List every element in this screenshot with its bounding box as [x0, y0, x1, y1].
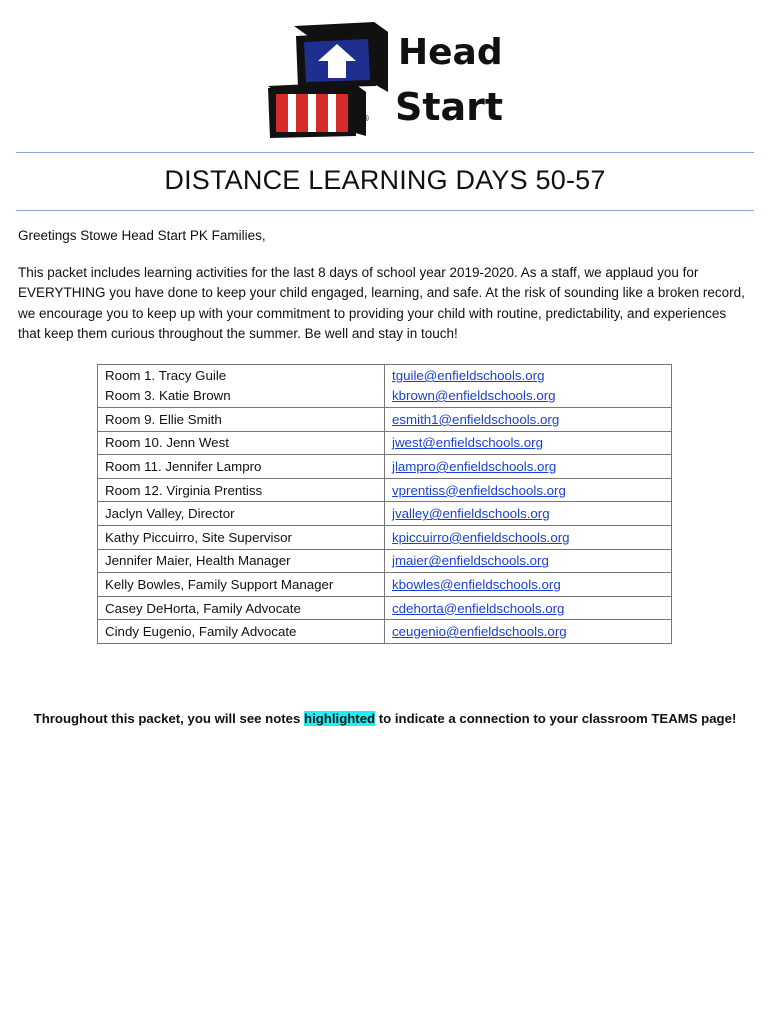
contact-name-cell	[98, 620, 385, 644]
table-row	[98, 455, 672, 479]
table-row	[98, 431, 672, 455]
email-link[interactable]: tguile@enfieldschools.org	[392, 368, 545, 383]
contact-email-cell	[385, 573, 672, 597]
email-link[interactable]: kbowles@enfieldschools.org	[392, 576, 561, 592]
contact-email-cell	[385, 455, 672, 479]
contact-email-cell	[385, 365, 672, 408]
contact-name: Room 11. Jennifer Lampro	[105, 458, 262, 474]
title-rule-bottom	[16, 210, 754, 211]
contact-name: Cindy Eugenio, Family Advocate	[105, 624, 297, 640]
contact-email-cell	[385, 431, 672, 455]
email-link[interactable]: jvalley@enfieldschools.org	[392, 506, 550, 522]
table-row	[98, 620, 672, 644]
note-text-after: to indicate a connection to your classroom TEAMS page!	[375, 711, 737, 726]
contact-name-cell	[98, 365, 385, 408]
table-row	[98, 365, 672, 408]
email-link[interactable]: jlampro@enfieldschools.org	[392, 458, 557, 474]
page-title: DISTANCE LEARNING DAYS 50-57	[164, 165, 606, 195]
contact-name-cell	[98, 478, 385, 502]
contact-name-cell	[98, 408, 385, 432]
contact-name-cell	[98, 431, 385, 455]
intro-paragraph: This packet includes learning activities for the last 8 days of school year 2019-2020. As a staff, we applaud you for EVERYTHING you have done to keep your child engaged, learning, and safe. At the risk of sounding like a broken record, we encourage you to keep up with your commitment to providing your child with routine, predictability, and experiences that keep them curious throughout the summer. Be well and stay in touch!	[18, 265, 745, 341]
contact-name-cell	[98, 596, 385, 620]
contact-email-cell	[385, 408, 672, 432]
table-row	[98, 408, 672, 432]
contact-name: Room 12. Virginia Prentiss	[105, 482, 263, 498]
contact-name: Jaclyn Valley, Director	[105, 506, 235, 522]
note-text-before: Throughout this packet, you will see notes	[33, 711, 305, 726]
contact-name: Kathy Piccuirro, Site Supervisor	[105, 529, 292, 545]
contact-name-cell	[98, 502, 385, 526]
email-link[interactable]: kbrown@enfieldschools.org	[392, 388, 556, 403]
email-link[interactable]: kpiccuirro@enfieldschools.org	[392, 529, 570, 545]
contact-email-cell	[385, 525, 672, 549]
table-row	[98, 525, 672, 549]
email-link[interactable]: vprentiss@enfieldschools.org	[392, 482, 566, 498]
logo-word-head: Head	[398, 32, 503, 73]
logo-word-start: Start	[395, 85, 504, 129]
stripes	[276, 94, 348, 132]
contact-name-cell	[98, 455, 385, 479]
contact-name-cell	[98, 549, 385, 573]
contacts-table	[97, 364, 672, 644]
table-row	[98, 596, 672, 620]
highlighted-word: highlighted	[304, 711, 376, 726]
title-rule-top	[16, 152, 754, 153]
email-link[interactable]: ceugenio@enfieldschools.org	[392, 624, 567, 640]
greeting: Greetings Stowe Head Start PK Families,	[18, 228, 266, 243]
email-link[interactable]: esmith1@enfieldschools.org	[392, 411, 560, 427]
registered-mark: ®	[362, 114, 370, 123]
contact-name-cell	[98, 525, 385, 549]
table-row	[98, 478, 672, 502]
contact-email-cell	[385, 620, 672, 644]
head-start-logo	[262, 18, 504, 140]
teams-note	[0, 711, 770, 726]
table-row	[98, 573, 672, 597]
block-side-face	[374, 22, 388, 92]
email-link[interactable]: cdehorta@enfieldschools.org	[392, 600, 565, 616]
contact-email-cell	[385, 549, 672, 573]
contact-name: Room 1. Tracy Guile	[105, 368, 227, 383]
contact-name: Kelly Bowles, Family Support Manager	[105, 576, 334, 592]
email-link[interactable]: jwest@enfieldschools.org	[392, 435, 543, 451]
contact-name: Room 9. Ellie Smith	[105, 411, 222, 427]
contact-name: Jennifer Maier, Health Manager	[105, 553, 291, 569]
email-link[interactable]: jmaier@enfieldschools.org	[392, 553, 549, 569]
contact-name: Casey DeHorta, Family Advocate	[105, 600, 301, 616]
contact-name: Room 3. Katie Brown	[105, 388, 231, 403]
contact-email-cell	[385, 478, 672, 502]
contact-name-cell	[98, 573, 385, 597]
table-row	[98, 549, 672, 573]
contact-name: Room 10. Jenn West	[105, 435, 229, 451]
table-row	[98, 502, 672, 526]
contact-email-cell	[385, 596, 672, 620]
contact-email-cell	[385, 502, 672, 526]
